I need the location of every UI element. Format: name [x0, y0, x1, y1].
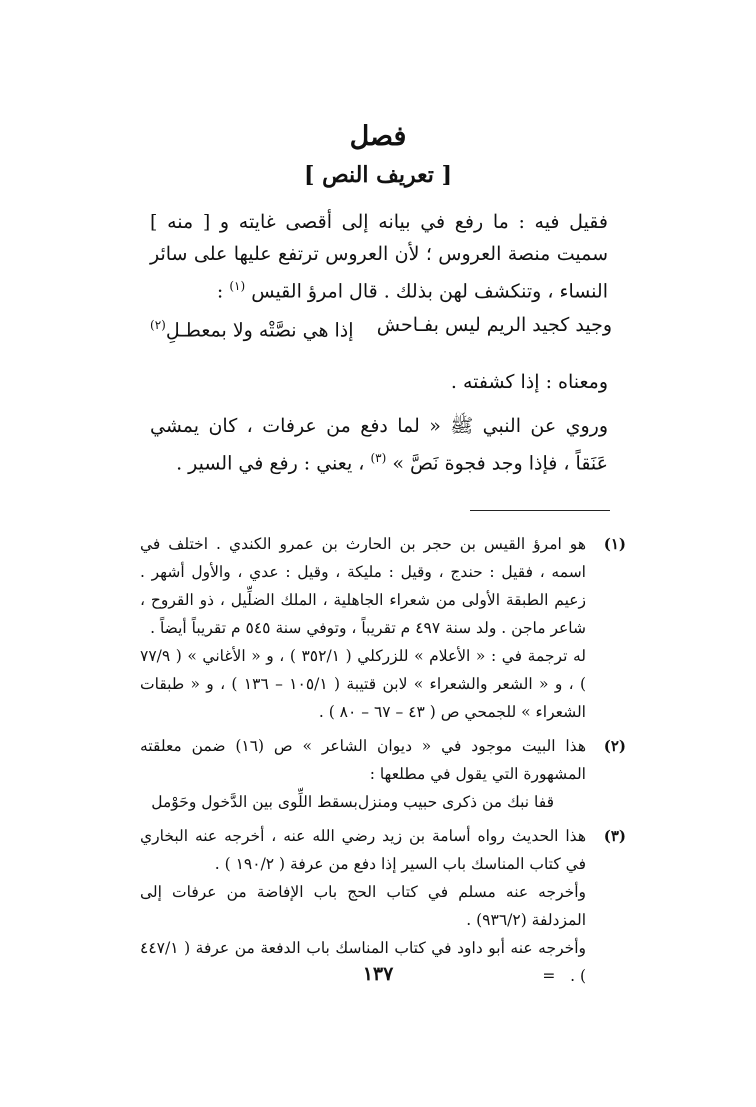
paragraph-definition [150, 206, 608, 307]
chapter-subtitle: [ تعريف النص ] [304, 162, 452, 188]
footnote-1-sources: له ترجمة في : « الأعلام » للزركلي ( ٣٥٢/١ ) ، و « الأغاني » ( ٧٧/٩ ) ، و « الشعر والشعراء » لابن قتيبة ( ١٠٥/١ – ١٣٦ ) ، و « طبقات الشعراء » للجمحي ص ( ٤٣ – ٦٧ – ٨٠ ) . [140, 647, 587, 721]
paragraph-hadith-end: ، يعني : رفع في السير . [176, 452, 371, 475]
footnote-2-verse-first: قفا نبك من ذكرى حبيب ومنزل [357, 793, 554, 811]
footnote-2-verse-second: بسقط اللِّوى بين الدَّخول وحَوْمل [151, 793, 358, 811]
footnote-continue-mark: = [542, 967, 556, 985]
footnote-2-text: هذا البيت موجود في « ديوان الشاعر » ص (١٦) ضمن معلقته المشهورة التي يقول في مطلعها : [140, 737, 586, 783]
footnote-ref-2[interactable]: (٢) [150, 318, 166, 332]
paragraph-definition-end: : [216, 280, 230, 303]
paragraph-hadith [150, 410, 608, 479]
verse-second-hemistich: إذا هي نصَّتْه ولا بمعطـلِ [165, 319, 354, 342]
footnote-2-verse [151, 788, 554, 816]
footnote-3-muslim: وأخرجه عنه مسلم في كتاب الحج باب الإفاضة من عرفات إلى المزدلفة (٩٣٦/٢) . [140, 883, 586, 929]
footnote-3-number: (٣) [603, 827, 626, 845]
paragraph-meaning: ومعناه : إذا كشفته . [450, 371, 608, 393]
footnote-2-number: (٢) [603, 737, 626, 755]
footnote-1-number: (١) [603, 535, 626, 553]
paragraph-hadith-text: وروي عن النبي ﷺ « لما دفع من عرفات ، كان يمشي عَنَقاً ، فإذا وجد فجوة نَصَّ » [150, 415, 608, 475]
footnote-3-text: هذا الحديث رواه أسامة بن زيد رضي الله عنه ، أخرجه عنه البخاري في كتاب المناسك باب السير إذا دفع من عرفة ( ١٩٠/٢ ) . [140, 827, 586, 873]
page-number: ١٣٧ [362, 963, 394, 985]
footnote-1 [140, 530, 624, 726]
chapter-title: فصل [349, 121, 407, 152]
poetry-verse [150, 308, 612, 347]
verse-first-hemistich: وجيد كجيد الريم ليس بفـاحش [376, 314, 612, 336]
footnote-ref-3[interactable]: (٣) [370, 451, 387, 465]
paragraph-definition-text: فقيل فيه : ما رفع في بيانه إلى أقصى غايته و [ منه ] سميت منصة العروس ؛ لأن العروس ترتفع عليها على سائر النساء ، وتنكشف لهن بذلك . قال امرؤ القيس [150, 211, 608, 303]
footnote-1-text: هو امرؤ القيس بن حجر بن الحارث بن عمرو الكندي . اختلف في اسمه ، فقيل : حندج ، وقيل : مليكة ، وقيل : عدي ، والأول أشهر . زعيم الطبقة الأولى من شعراء الجاهلية ، الملك الضلِّيل ، ذو القروح ، شاعر ماجن . ولد سنة ٤٩٧ م تقريباً ، وتوفي سنة ٥٤٥ م تقريباً أيضاً . [140, 535, 586, 637]
footnote-ref-1[interactable]: (١) [229, 279, 246, 293]
footnote-2 [140, 732, 624, 816]
footnote-separator [470, 510, 610, 511]
footnote-3-abudawud: وأخرجه عنه أبو داود في كتاب المناسك باب الدفعة من عرفة ( ٤٤٧/١ ) . [140, 939, 586, 985]
